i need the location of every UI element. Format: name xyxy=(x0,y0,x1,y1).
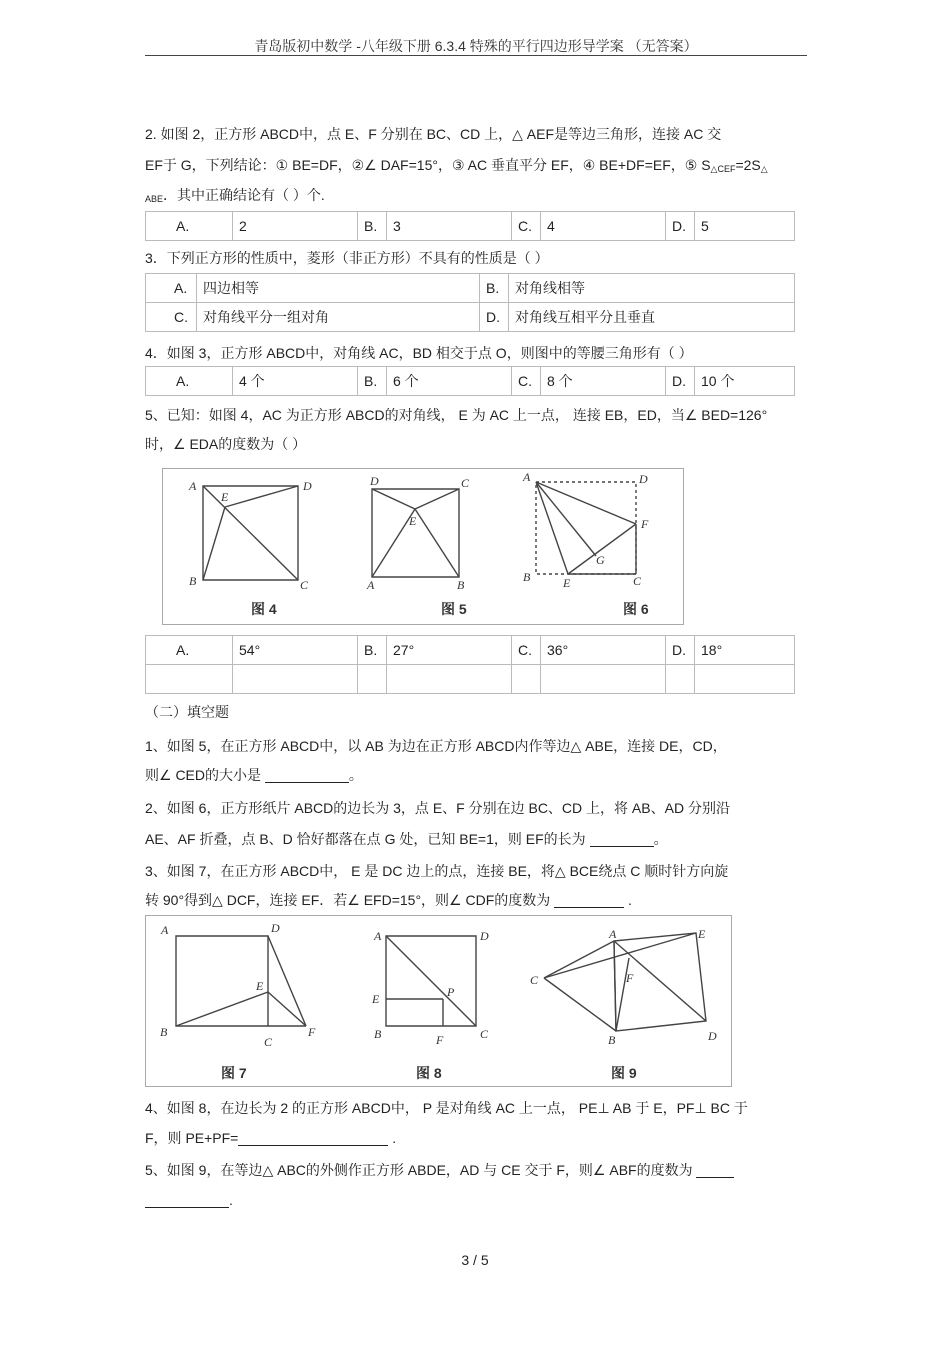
f4-line2-text: F，则 PE+PF= xyxy=(145,1130,239,1146)
q5-empty-cell xyxy=(233,665,358,694)
q3-opt-b-value: 对角线相等 xyxy=(509,274,795,303)
header-rule xyxy=(145,55,807,56)
q3-options-table xyxy=(145,273,795,332)
figure-5 xyxy=(366,474,470,617)
page-header: 青岛版初中数学 -八年级下册 6.3.4 特殊的平行四边形导学案 （无答案） xyxy=(254,38,698,54)
fig4-line-be xyxy=(203,507,225,580)
section2-title: （二）填空题 xyxy=(145,704,229,720)
figure-9 xyxy=(530,927,717,1081)
fig7-line-ef xyxy=(268,992,306,1026)
q5-opt-b-value: 27° xyxy=(387,636,512,665)
fig8-label-a: A xyxy=(374,929,382,943)
fig4-label-d: D xyxy=(303,479,312,493)
fig7-label-f: F xyxy=(308,1025,316,1039)
fig5-line-ce xyxy=(415,489,459,509)
f1-line2-text: 则∠ CED的大小是 xyxy=(145,767,261,783)
f5-answer-blank-a[interactable] xyxy=(696,1163,734,1178)
q3-opt-c-value: 对角线平分一组对角 xyxy=(197,303,480,332)
q2-opt-d-label: D. xyxy=(666,212,695,241)
q2-sub3: ABE xyxy=(145,194,164,204)
q2-line2a: EF于 G，下列结论：① BE=DF，②∠ DAF=15°，③ AC 垂直平分 EF，④ BE+DF=EF，⑤ S xyxy=(145,157,711,173)
fig7-label-d: D xyxy=(271,921,280,935)
fig9-line-cb xyxy=(544,978,616,1031)
q2-sub1: △CEF xyxy=(710,164,736,174)
q5-opt-a-value: 54° xyxy=(233,636,358,665)
fig6-label-b: B xyxy=(523,570,531,584)
q2-opt-c-label: C. xyxy=(512,212,541,241)
fig5-caption: 图 5 xyxy=(441,601,467,617)
q2-opt-a-label: A. xyxy=(146,212,233,241)
fig8-diagonal-ac xyxy=(386,936,476,1026)
figure-6 xyxy=(522,470,649,617)
f2-line2: AE、AF 折叠，点 B、D 恰好都落在点 G 处，已知 BE=1，则 EF的长为 。 xyxy=(145,831,668,847)
q5-options-table xyxy=(145,635,795,694)
fig6-line-ae xyxy=(536,482,568,574)
fig8-label-c: C xyxy=(480,1027,489,1041)
q5-empty-cell xyxy=(146,665,233,694)
f5-line1-text: 5、如图 9，在等边△ ABC的外侧作正方形 ABDE，AD 与 CE 交于 F，则∠ ABF的度数为 xyxy=(145,1162,693,1178)
f1-answer-blank[interactable] xyxy=(265,768,349,783)
page-number: 3 / 5 xyxy=(461,1252,489,1268)
q2-line3 xyxy=(145,185,807,209)
fig7-label-a: A xyxy=(161,923,169,937)
fig9-line-bf xyxy=(616,958,629,1031)
q3-text: 3．下列正方形的性质中，菱形（非正方形）不具有的性质是（ ） xyxy=(145,250,549,266)
f2-answer-blank[interactable] xyxy=(590,832,654,847)
q2-line3-text: ．其中正确结论有（ ）个. xyxy=(163,187,325,203)
q2-opt-b-value: 3 xyxy=(387,212,512,241)
fig8-label-p: P xyxy=(447,985,455,999)
fig6-label-d: D xyxy=(639,472,648,486)
q3-opt-c-label: C. xyxy=(146,303,197,332)
fig5-line-de xyxy=(372,489,415,509)
q5-empty-cell xyxy=(512,665,541,694)
fig4-label-c: C xyxy=(300,578,309,592)
q2-options-table xyxy=(145,211,795,241)
q4-opt-b-value: 6 个 xyxy=(387,367,512,396)
fig8-label-b: B xyxy=(374,1027,382,1041)
q5-opt-c-value: 36° xyxy=(541,636,666,665)
q5-opt-d-value: 18° xyxy=(695,636,795,665)
q2-opt-d-value: 5 xyxy=(695,212,795,241)
fig5-square xyxy=(372,489,459,577)
fig9-label-c: C xyxy=(530,973,539,987)
fig7-line-df xyxy=(268,936,306,1026)
f4-answer-blank[interactable] xyxy=(238,1131,388,1146)
fig5-line-be xyxy=(415,509,459,577)
figures-7-8-9 xyxy=(145,915,732,1087)
fig5-label-a: A xyxy=(367,578,375,592)
figure-8 xyxy=(371,929,489,1081)
fig7-label-e: E xyxy=(256,979,264,993)
f1-line2: 则∠ CED的大小是 。 xyxy=(145,767,363,783)
fig8-label-f: F xyxy=(436,1033,444,1047)
f4-line2: F，则 PE+PF= . xyxy=(145,1130,397,1146)
f5-line2: . xyxy=(145,1190,807,1210)
q5-opt-c-label: C. xyxy=(512,636,541,665)
fig9-caption: 图 9 xyxy=(611,1065,637,1081)
fig9-line-ab xyxy=(614,941,616,1031)
fig9-label-e: E xyxy=(698,927,706,941)
fig6-line-af xyxy=(536,482,636,524)
fig6-caption: 图 6 xyxy=(623,601,649,617)
fig4-label-e: E xyxy=(221,490,229,504)
figure-4 xyxy=(188,479,312,617)
f3-line1: 3、如图 7，在正方形 ABCD中， E 是 DC 边上的点，连接 BE，将△ BCE绕点 C 顺时针方向旋 xyxy=(145,863,729,879)
q5-line2: 时，∠ EDA的度数为（ ） xyxy=(145,436,307,452)
fig7-label-b: B xyxy=(160,1025,168,1039)
f2-line2-text: AE、AF 折叠，点 B、D 恰好都落在点 G 处，已知 BE=1，则 EF的长为 xyxy=(145,831,586,847)
f1-line1: 1、如图 5，在正方形 ABCD中，以 AB 为边在正方形 ABCD内作等边△ ABE，连接 DE，CD， xyxy=(145,738,727,754)
fig5-label-b: B xyxy=(457,578,465,592)
fig8-label-e: E xyxy=(372,992,380,1006)
fig6-label-a: A xyxy=(523,470,531,484)
fig9-label-d: D xyxy=(708,1029,717,1043)
fig7-label-c: C xyxy=(264,1035,273,1049)
f3-line2: 转 90°得到△ DCF，连接 EF．若∠ EFD=15°，则∠ CDF的度数为 . xyxy=(145,892,632,908)
f4-line1: 4、如图 8，在边长为 2 的正方形 ABCD中， P 是对角线 AC 上一点， PE⊥ AB 于 E，PF⊥ BC 于 xyxy=(145,1100,748,1116)
fig7-caption: 图 7 xyxy=(221,1065,247,1081)
q4-opt-a-label: A. xyxy=(146,367,233,396)
q2-line1: 2. 如图 2，正方形 ABCD中，点 E、F 分别在 BC、CD 上，△ AEF是等边三角形，连接 AC 交 xyxy=(145,126,722,142)
fig4-caption: 图 4 xyxy=(251,601,277,617)
q2-opt-a-value: 2 xyxy=(233,212,358,241)
fig6-label-f: F xyxy=(641,517,649,531)
q4-opt-a-value: 4 个 xyxy=(233,367,358,396)
fig7-line-be xyxy=(176,992,268,1026)
q5-opt-d-label: D. xyxy=(666,636,695,665)
q4-opt-b-label: B. xyxy=(358,367,387,396)
q5-opt-a-label: A. xyxy=(146,636,233,665)
q4-opt-d-label: D. xyxy=(666,367,695,396)
q5-empty-cell xyxy=(666,665,695,694)
figures-4-5-6 xyxy=(162,468,684,625)
f5-answer-blank-b[interactable] xyxy=(145,1193,229,1208)
f3-answer-blank[interactable] xyxy=(554,893,624,908)
fig6-label-e: E xyxy=(563,576,571,590)
figure-7 xyxy=(160,921,316,1081)
fig6-label-g: G xyxy=(596,553,605,567)
fig5-label-d: D xyxy=(370,474,379,488)
q4-options-table xyxy=(145,366,795,396)
fig5-label-e: E xyxy=(409,514,417,528)
q5-opt-b-label: B. xyxy=(358,636,387,665)
q3-opt-d-label: D. xyxy=(480,303,509,332)
q2-line2b: =2S xyxy=(735,157,761,173)
q5-empty-cell xyxy=(541,665,666,694)
q5-line1: 5、已知：如图 4，AC 为正方形 ABCD的对角线， E 为 AC 上一点， 连接 EB，ED，当∠ BED=126° xyxy=(145,407,768,423)
q4-opt-c-value: 8 个 xyxy=(541,367,666,396)
q5-empty-cell xyxy=(695,665,795,694)
q3-opt-a-label: A. xyxy=(146,274,197,303)
q2-sub2: △ xyxy=(760,164,768,174)
fig5-label-c: C xyxy=(461,476,470,490)
q5-empty-cell xyxy=(358,665,387,694)
q4-opt-c-label: C. xyxy=(512,367,541,396)
fig4-line-de xyxy=(225,486,298,507)
f2-line1: 2、如图 6，正方形纸片 ABCD的边长为 3，点 E、F 分别在边 BC、CD 上，将 AB、AD 分别沿 xyxy=(145,800,730,816)
fig6-line-ag xyxy=(536,482,596,556)
fig9-label-b: B xyxy=(608,1033,616,1047)
q2-opt-c-value: 4 xyxy=(541,212,666,241)
fig4-label-b: B xyxy=(189,574,197,588)
q2-line2 xyxy=(145,155,807,179)
q4-text: 4．如图 3，正方形 ABCD中，对角线 AC，BD 相交于点 O，则图中的等腰三角形有（ ） xyxy=(145,345,693,361)
f5-line1 xyxy=(145,1160,807,1180)
q3-opt-d-value: 对角线互相平分且垂直 xyxy=(509,303,795,332)
fig9-label-a: A xyxy=(609,927,617,941)
f3-line2-text: 转 90°得到△ DCF，连接 EF．若∠ EFD=15°，则∠ CDF的度数为 xyxy=(145,892,551,908)
fig8-label-d: D xyxy=(480,929,489,943)
q4-opt-d-value: 10 个 xyxy=(695,367,795,396)
fig7-square xyxy=(176,936,268,1026)
fig4-label-a: A xyxy=(189,479,197,493)
q3-opt-b-label: B. xyxy=(480,274,509,303)
q3-opt-a-value: 四边相等 xyxy=(197,274,480,303)
fig8-caption: 图 8 xyxy=(416,1065,442,1081)
q5-empty-cell xyxy=(387,665,512,694)
fig6-label-c: C xyxy=(633,574,642,588)
fig9-label-f: F xyxy=(626,971,634,985)
fig9-line-ca xyxy=(544,941,614,978)
q2-opt-b-label: B. xyxy=(358,212,387,241)
